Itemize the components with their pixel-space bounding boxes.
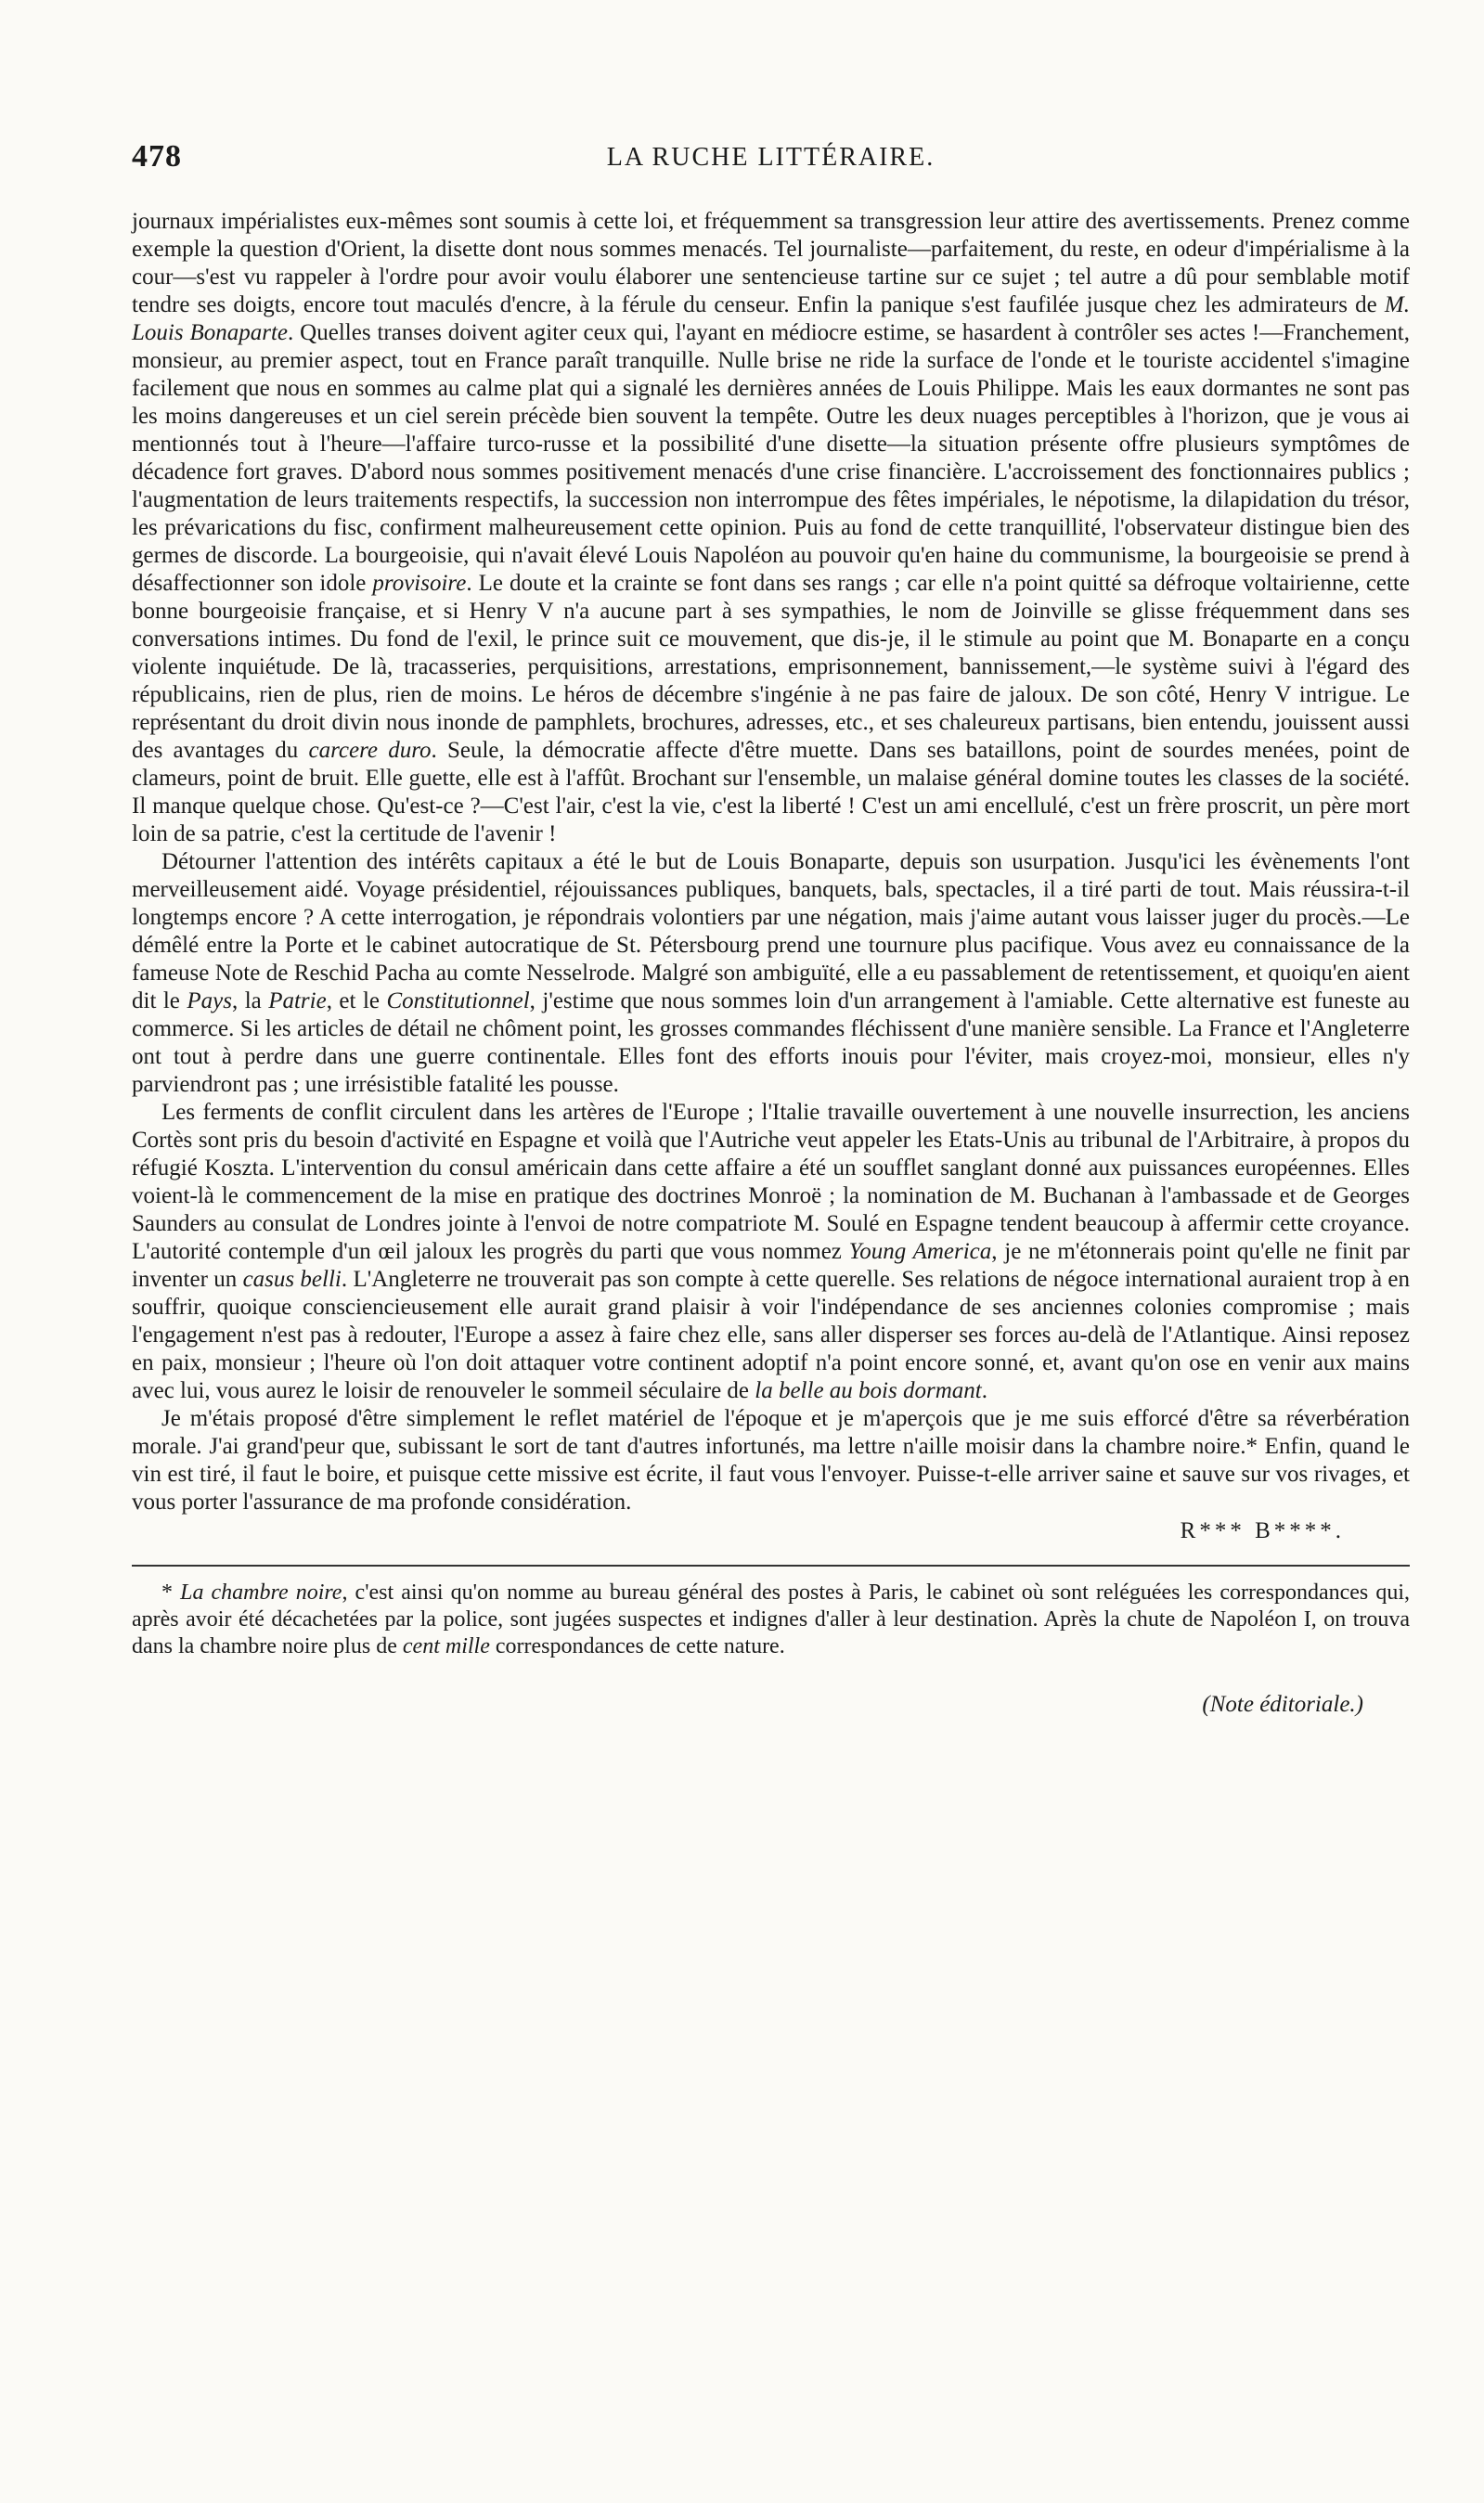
paragraph-4: Je m'étais proposé d'être simplement le reflet matériel de l'époque et je m'aperçois que je me suis efforcé d'être sa réverbération morale. J'ai grand'peur que, subissant le sort de tant d'autres infortunés, ma lettre n'aille moisir dans la chambre noire.* Enfin, quand le vin est tiré, il faut le boire, et puisque cette missive est écrite, il faut vous l'envoyer. Puisse-t-elle arriver saine et sauve sur vos rivages, et vous porter l'assurance de ma profonde considération. <box>132 1406 1410 1515</box>
footnote-divider <box>132 1565 1410 1567</box>
page-header <box>132 139 1410 195</box>
paragraph-3: Les ferments de conflit circulent dans les artères de l'Europe ; l'Italie travaille ouvertement à une nouvelle insurrection, les anciens Cortès sont pris du besoin d'activité en Espagne et voilà que l'Autriche veut appeler les Etats-Unis au tribunal de l'Arbitraire, à propos du réfugié Koszta. L'intervention du consul américain dans cette affaire a été un soufflet sanglant donné aux puissances européennes. Elles voient-là le commencement de la mise en pratique des doctrines Monroë ; la nomination de M. Buchanan à l'ambassade et de Georges Saunders au consulat de Londres jointe à l'envoi de notre compatriote M. Soulé en Espagne tendent beaucoup à affermir cette croyance. L'autorité contemple d'un œil jaloux les progrès du parti que vous nommez Young America, je ne m'étonnerais point qu'elle ne finit par inventer un casus belli. L'Angleterre ne trouverait pas son compte à cette querelle. Ses relations de négoce international auraient trop à en souffrir, quoique consciencieusement elle aurait grand plaisir à voir l'indépendance de ses anciennes colonies compromise ; mais l'engagement n'est pas à redouter, l'Europe a assez à faire chez elle, sans aller disperser ses forces au-delà de l'Atlantique. Ainsi reposez en paix, monsieur ; l'heure où l'on doit attaquer votre continent adoptif n'a point encore sonné, et, avant qu'on ose en venir aux mains avec lui, vous aurez le loisir de renouveler le sommeil séculaire de la belle au bois dormant. <box>132 1100 1410 1403</box>
running-title: LA RUCHE LITTÉRAIRE. <box>606 143 936 172</box>
footnote-text: * La chambre noire, c'est ainsi qu'on nomme au bureau général des postes à Paris, le cabinet où sont reléguées les correspondances qui, après avoir été décachetées par la police, sont jugées suspectes et indignes d'aller à leur destination. Après la chute de Napoléon I, on trouva dans la chambre noire plus de cent mille correspondances de cette nature. <box>132 1581 1411 1658</box>
paragraph-2: Détourner l'attention des intérêts capitaux a été le but de Louis Bonaparte, depuis son usurpation. Jusqu'ici les évènements l'ont merveilleusement aidé. Voyage présidentiel, réjouissances publiques, banquets, bals, spectacles, il a tiré parti de tout. Mais réussira-t-il longtemps encore ? A cette interrogation, je répondrais volontiers par une négation, mais j'aime autant vous laisser juger du procès.—Le démêlé entre la Porte et le cabinet autocratique de St. Pétersbourg prend une tournure plus pacifique. Vous avez eu connaissance de la fameuse Note de Reschid Pacha au comte Nesselrode. Malgré son ambiguïté, elle a eu passablement de retentissement, et quoiqu'en aient dit le Pays, la Patrie, et le Constitutionnel, j'estime que nous sommes loin d'un arrangement à l'amiable. Cette alternative est funeste au commerce. Si les articles de détail ne chôment point, les grosses commandes fléchissent d'une manière sensible. La France et l'Angleterre ont tout à perdre dans une guerre continentale. Elles font des efforts inouis pour l'éviter, mais croyez-moi, monsieur, elles n'y parviendront pas ; une irrésistible fatalité les pousse. <box>132 849 1410 1097</box>
article-body <box>132 208 1410 1516</box>
footnote-credit: (Note éditoriale.) <box>1202 1692 1363 1717</box>
signature: R*** B****. <box>1180 1518 1345 1543</box>
footnote <box>132 1580 1410 1718</box>
page-number: 478 <box>132 139 182 174</box>
paragraph-1: journaux impérialistes eux-mêmes sont soumis à cette loi, et fréquemment sa transgression leur attire des avertissements. Prenez comme exemple la question d'Orient, la disette dont nous sommes menacés. Tel journaliste—parfaitement, du reste, en odeur d'impérialisme à la cour—s'est vu rappeler à l'ordre pour avoir voulu élaborer une sentencieuse tartine sur ce sujet ; tel autre a dû pour semblable motif tendre ses doigts, encore tout maculés d'encre, à la férule du censeur. Enfin la panique s'est faufilée jusque chez les admirateurs de M. Louis Bonaparte. Quelles transes doivent agiter ceux qui, l'ayant en médiocre estime, se hasardent à contrôler ses actes !—Franchement, monsieur, au premier aspect, tout en France paraît tranquille. Nulle brise ne ride la surface de l'onde et le touriste accidentel s'imagine facilement que nous en sommes au calme plat qui a signalé les dernières années de Louis Philippe. Mais les eaux dormantes ne sont pas les moins dangereuses et un ciel serein précède bien souvent la tempête. Outre les deux nuages perceptibles à l'horizon, que je vous ai mentionnés tout à l'heure—l'affaire turco-russe et la possibilité d'une disette—la situation présente offre plusieurs symptômes de décadence fort graves. D'abord nous sommes positivement menacés d'une crise financière. L'accroissement des fonctionnaires publics ; l'augmentation de leurs traitements respectifs, la succession non interrompue des fêtes impériales, le népotisme, la dilapidation du trésor, les prévarications du fisc, confirment malheureusement cette opinion. Puis au fond de cette tranquillité, l'observateur distingue bien des germes de discorde. La bourgeoisie, qui n'avait élevé Louis Napoléon au pouvoir qu'en haine du communisme, la bourgeoisie se prend à désaffectionner son idole provisoire. Le doute et la crainte se font dans ses rangs ; car elle n'a point quitté sa défroque voltairienne, cette bonne bourgeoisie française, et si Henry V n'a aucune part à ses sympathies, le nom de Joinville se glisse fréquemment dans ses conversations intimes. Du fond de l'exil, le prince suit ce mouvement, que dis-je, il le stimule au point que M. Bonaparte en a conçu violente inquiétude. De là, tracasseries, perquisitions, arrestations, emprisonnement, bannissement,—le système suivi à l'égard des républicains, rien de plus, rien de moins. Le héros de décembre s'ingénie à ne pas faire de jaloux. De son côté, Henry V intrigue. Le représentant du droit divin nous inonde de pamphlets, brochures, adresses, etc., et ses chaleureux partisans, bien entendu, jouissent aussi des avantages du carcere duro. Seule, la démocratie affecte d'être muette. Dans ses bataillons, point de sourdes menées, point de clameurs, point de bruit. Elle guette, elle est à l'affût. Brochant sur l'ensemble, un malaise général domine toutes les classes de la société. Il manque quelque chose. Qu'est-ce ?—C'est l'air, c'est la vie, c'est la liberté ! C'est un ami encellulé, c'est un frère proscrit, un père mort loin de sa patrie, c'est la certitude de l'avenir ! <box>132 209 1411 846</box>
